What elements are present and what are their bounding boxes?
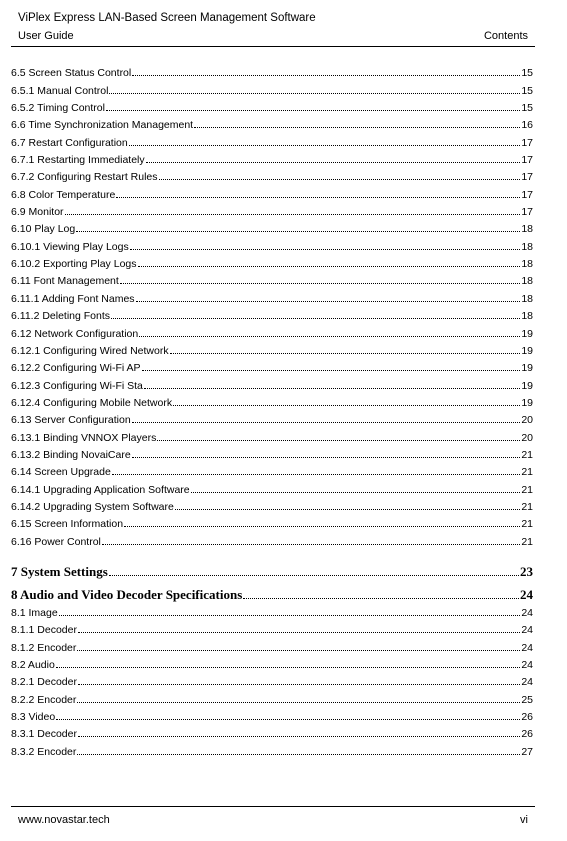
toc-entry[interactable] xyxy=(11,374,533,391)
header-divider xyxy=(11,46,535,47)
toc-entry-label: 6.11 Font Management xyxy=(11,275,119,288)
toc-entry-label: 8.2 Audio xyxy=(11,659,55,671)
toc-entry[interactable] xyxy=(11,287,533,304)
toc-entry-page: 24 xyxy=(521,676,533,689)
toc-entry-page: 21 xyxy=(521,518,533,531)
toc-leader-dots xyxy=(78,632,520,633)
toc-entry-page: 24 xyxy=(520,586,533,602)
toc-entry-page: 26 xyxy=(521,728,533,741)
toc-entry-page: 20 xyxy=(521,414,533,427)
toc-entry-page: 15 xyxy=(521,102,533,115)
toc-chapter-entry[interactable] xyxy=(11,579,533,602)
toc-entry-label: 6.5.2 Timing Control xyxy=(11,102,105,115)
toc-leader-dots xyxy=(146,162,521,163)
toc-entry-label: 6.12 Network Configuration xyxy=(11,327,139,340)
toc-leader-dots xyxy=(102,544,520,545)
document-title: ViPlex Express LAN-Based Screen Management Software xyxy=(18,12,316,24)
toc-leader-dots xyxy=(144,388,520,389)
toc-entry-page: 21 xyxy=(521,483,533,496)
toc-entry-label: 8.2.1 Decoder xyxy=(11,676,77,689)
footer-divider xyxy=(11,806,535,807)
toc-entry-page: 19 xyxy=(521,344,533,357)
toc-entry-page: 21 xyxy=(521,500,533,513)
toc-leader-dots xyxy=(132,75,520,76)
toc-entry-page: 21 xyxy=(521,466,533,479)
toc-entry[interactable] xyxy=(11,671,533,688)
toc-entry-label: 8.3.2 Encoder xyxy=(11,745,77,758)
toc-entry[interactable] xyxy=(11,114,533,131)
toc-entry-page: 17 xyxy=(521,206,533,219)
toc-leader-dots xyxy=(132,457,521,458)
toc-entry-page: 21 xyxy=(521,535,533,548)
toc-entry-page: 20 xyxy=(521,431,533,444)
toc-entry-label: 6.14 Screen Upgrade xyxy=(11,466,111,479)
toc-entry-page: 21 xyxy=(521,448,533,461)
toc-entry[interactable] xyxy=(11,97,533,114)
toc-entry-label: 6.14.1 Upgrading Application Software xyxy=(11,483,190,496)
toc-leader-dots xyxy=(77,754,520,755)
toc-leader-dots xyxy=(112,474,520,475)
toc-entry-label: 6.10 Play Log xyxy=(11,223,76,236)
toc-entry[interactable] xyxy=(11,444,533,461)
toc-entry-label: 6.11.1 Adding Font Names xyxy=(11,292,135,305)
toc-entry[interactable] xyxy=(11,183,533,200)
toc-entry[interactable] xyxy=(11,619,533,636)
toc-entry[interactable] xyxy=(11,340,533,357)
toc-entry[interactable] xyxy=(11,513,533,530)
toc-entry-page: 25 xyxy=(521,693,533,706)
toc-entry-label: 8.1 Image xyxy=(11,606,58,619)
toc-entry[interactable] xyxy=(11,602,533,619)
toc-entry-label: 6.13.1 Binding VNNOX Players xyxy=(11,431,157,444)
toc-entry-label: 6.8 Color Temperature xyxy=(11,188,116,201)
toc-entry[interactable] xyxy=(11,426,533,443)
toc-entry-label: 6.13.2 Binding NovaiCare xyxy=(11,448,131,461)
toc-entry[interactable] xyxy=(11,305,533,322)
toc-entry[interactable] xyxy=(11,131,533,148)
toc-entry-page: 17 xyxy=(521,171,533,184)
toc-entry-label: 6.10.1 Viewing Play Logs xyxy=(11,240,129,253)
toc-entry-label: 6.7.1 Restarting Immediately xyxy=(11,154,145,167)
toc-entry-page: 19 xyxy=(521,379,533,392)
toc-entry-page: 17 xyxy=(521,188,533,201)
toc-entry-label: 6.5 Screen Status Control xyxy=(11,67,132,80)
toc-leader-dots xyxy=(173,405,520,406)
toc-entry-label: 6.14.2 Upgrading System Software xyxy=(11,500,174,513)
toc-leader-dots xyxy=(159,179,521,180)
toc-entry[interactable] xyxy=(11,740,533,757)
toc-entry-label: 8 Audio and Video Decoder Specifications xyxy=(11,586,243,602)
toc-entry-page: 24 xyxy=(521,641,533,654)
toc-entry[interactable] xyxy=(11,62,533,79)
toc-leader-dots xyxy=(59,615,521,616)
toc-entry-page: 18 xyxy=(521,223,533,236)
toc-entry-label: 8.3.1 Decoder xyxy=(11,728,77,741)
toc-entry[interactable] xyxy=(11,235,533,252)
section-name: Contents xyxy=(483,30,528,42)
toc-leader-dots xyxy=(157,440,520,441)
toc-entry-page: 26 xyxy=(521,711,533,724)
toc-entry[interactable] xyxy=(11,201,533,218)
toc-entry-page: 19 xyxy=(521,327,533,340)
toc-leader-dots xyxy=(194,127,520,128)
toc-leader-dots xyxy=(124,526,520,527)
toc-entry[interactable] xyxy=(11,166,533,183)
toc-leader-dots xyxy=(129,145,521,146)
toc-entry-label: 6.6 Time Synchronization Management xyxy=(11,119,194,132)
toc-leader-dots xyxy=(132,422,521,423)
toc-entry[interactable] xyxy=(11,706,533,723)
toc-leader-dots xyxy=(130,249,521,250)
toc-leader-dots xyxy=(77,702,520,703)
toc-leader-dots xyxy=(139,336,520,337)
toc-leader-dots xyxy=(77,650,520,651)
toc-leader-dots xyxy=(56,667,521,668)
toc-entry-page: 18 xyxy=(521,240,533,253)
toc-entry-label: 6.12.4 Configuring Mobile Network xyxy=(11,396,173,409)
toc-entry[interactable] xyxy=(11,79,533,96)
toc-leader-dots xyxy=(109,575,519,576)
toc-leader-dots xyxy=(138,266,521,267)
toc-entry[interactable] xyxy=(11,496,533,513)
toc-entry-label: 8.2.2 Encoder xyxy=(11,693,77,706)
toc-leader-dots xyxy=(109,93,520,94)
toc-entry-page: 15 xyxy=(521,84,533,97)
toc-entry-label: 6.16 Power Control xyxy=(11,535,101,548)
toc-leader-dots xyxy=(170,353,521,354)
toc-entry-label: 6.11.2 Deleting Fonts xyxy=(11,310,111,323)
toc-entry-label: 8.1.1 Decoder xyxy=(11,624,77,637)
toc-entry-label: 6.12.2 Configuring Wi-Fi AP xyxy=(11,362,141,375)
toc-leader-dots xyxy=(65,214,521,215)
toc-entry[interactable] xyxy=(11,478,533,495)
toc-entry-page: 16 xyxy=(521,119,533,132)
toc-entry-label: 6.12.3 Configuring Wi-Fi Sta xyxy=(11,379,143,392)
toc-entry[interactable] xyxy=(11,723,533,740)
toc-entry-label: 6.12.1 Configuring Wired Network xyxy=(11,344,169,357)
toc-entry-label: 6.7.2 Configuring Restart Rules xyxy=(11,171,158,184)
toc-entry-page: 24 xyxy=(521,659,533,671)
toc-leader-dots xyxy=(106,110,520,111)
toc-entry-page: 24 xyxy=(521,624,533,637)
toc-entry-page: 18 xyxy=(521,258,533,271)
toc-leader-dots xyxy=(175,509,520,510)
toc-entry-page: 19 xyxy=(521,396,533,409)
toc-entry-page: 18 xyxy=(521,292,533,305)
toc-entry-page: 18 xyxy=(521,275,533,288)
toc-entry[interactable] xyxy=(11,530,533,547)
toc-leader-dots xyxy=(120,283,521,284)
footer-page-number: vi xyxy=(520,814,528,826)
toc-entry[interactable] xyxy=(11,461,533,478)
toc-leader-dots xyxy=(56,719,520,720)
footer-website[interactable]: www.novastar.tech xyxy=(18,814,110,826)
toc-leader-dots xyxy=(243,598,519,599)
toc-leader-dots xyxy=(78,736,520,737)
toc-entry[interactable] xyxy=(11,409,533,426)
toc-entry[interactable] xyxy=(11,654,533,671)
toc-entry-label: 6.7 Restart Configuration xyxy=(11,136,128,149)
toc-entry-label: 7 System Settings xyxy=(11,563,108,579)
toc-leader-dots xyxy=(136,301,521,302)
toc-entry-page: 15 xyxy=(521,67,533,80)
toc-entry[interactable] xyxy=(11,218,533,235)
toc-entry[interactable] xyxy=(11,636,533,653)
toc-entry-label: 6.9 Monitor xyxy=(11,206,64,219)
toc-entry-label: 6.10.2 Exporting Play Logs xyxy=(11,258,137,271)
toc-entry-page: 23 xyxy=(520,563,533,579)
toc-entry-page: 18 xyxy=(521,310,533,323)
toc-entry-page: 19 xyxy=(521,362,533,375)
toc-entry-label: 8.1.2 Encoder xyxy=(11,641,77,654)
toc-entry-label: 6.15 Screen Information xyxy=(11,518,124,531)
toc-entry[interactable] xyxy=(11,322,533,339)
toc-entry[interactable] xyxy=(11,149,533,166)
toc-entry[interactable] xyxy=(11,357,533,374)
toc-chapter-entry[interactable] xyxy=(11,556,533,579)
toc-entry-label: 8.3 Video xyxy=(11,711,56,724)
toc-entry-page: 17 xyxy=(521,136,533,149)
toc-leader-dots xyxy=(76,231,520,232)
toc-entry-page: 24 xyxy=(521,606,533,619)
toc-entry[interactable] xyxy=(11,688,533,705)
toc-entry[interactable] xyxy=(11,270,533,287)
toc-entry-page: 17 xyxy=(521,154,533,167)
toc-leader-dots xyxy=(78,684,520,685)
toc-entry-label: 6.5.1 Manual Control xyxy=(11,84,109,97)
toc-entry-page: 27 xyxy=(521,745,533,758)
toc-entry[interactable] xyxy=(11,392,533,409)
toc-leader-dots xyxy=(142,370,521,371)
toc-leader-dots xyxy=(191,492,521,493)
toc-leader-dots xyxy=(111,318,520,319)
table-of-contents xyxy=(11,62,533,758)
toc-entry[interactable] xyxy=(11,253,533,270)
toc-entry-label: 6.13 Server Configuration xyxy=(11,414,131,427)
document-subtitle: User Guide xyxy=(18,30,74,42)
toc-leader-dots xyxy=(116,197,520,198)
